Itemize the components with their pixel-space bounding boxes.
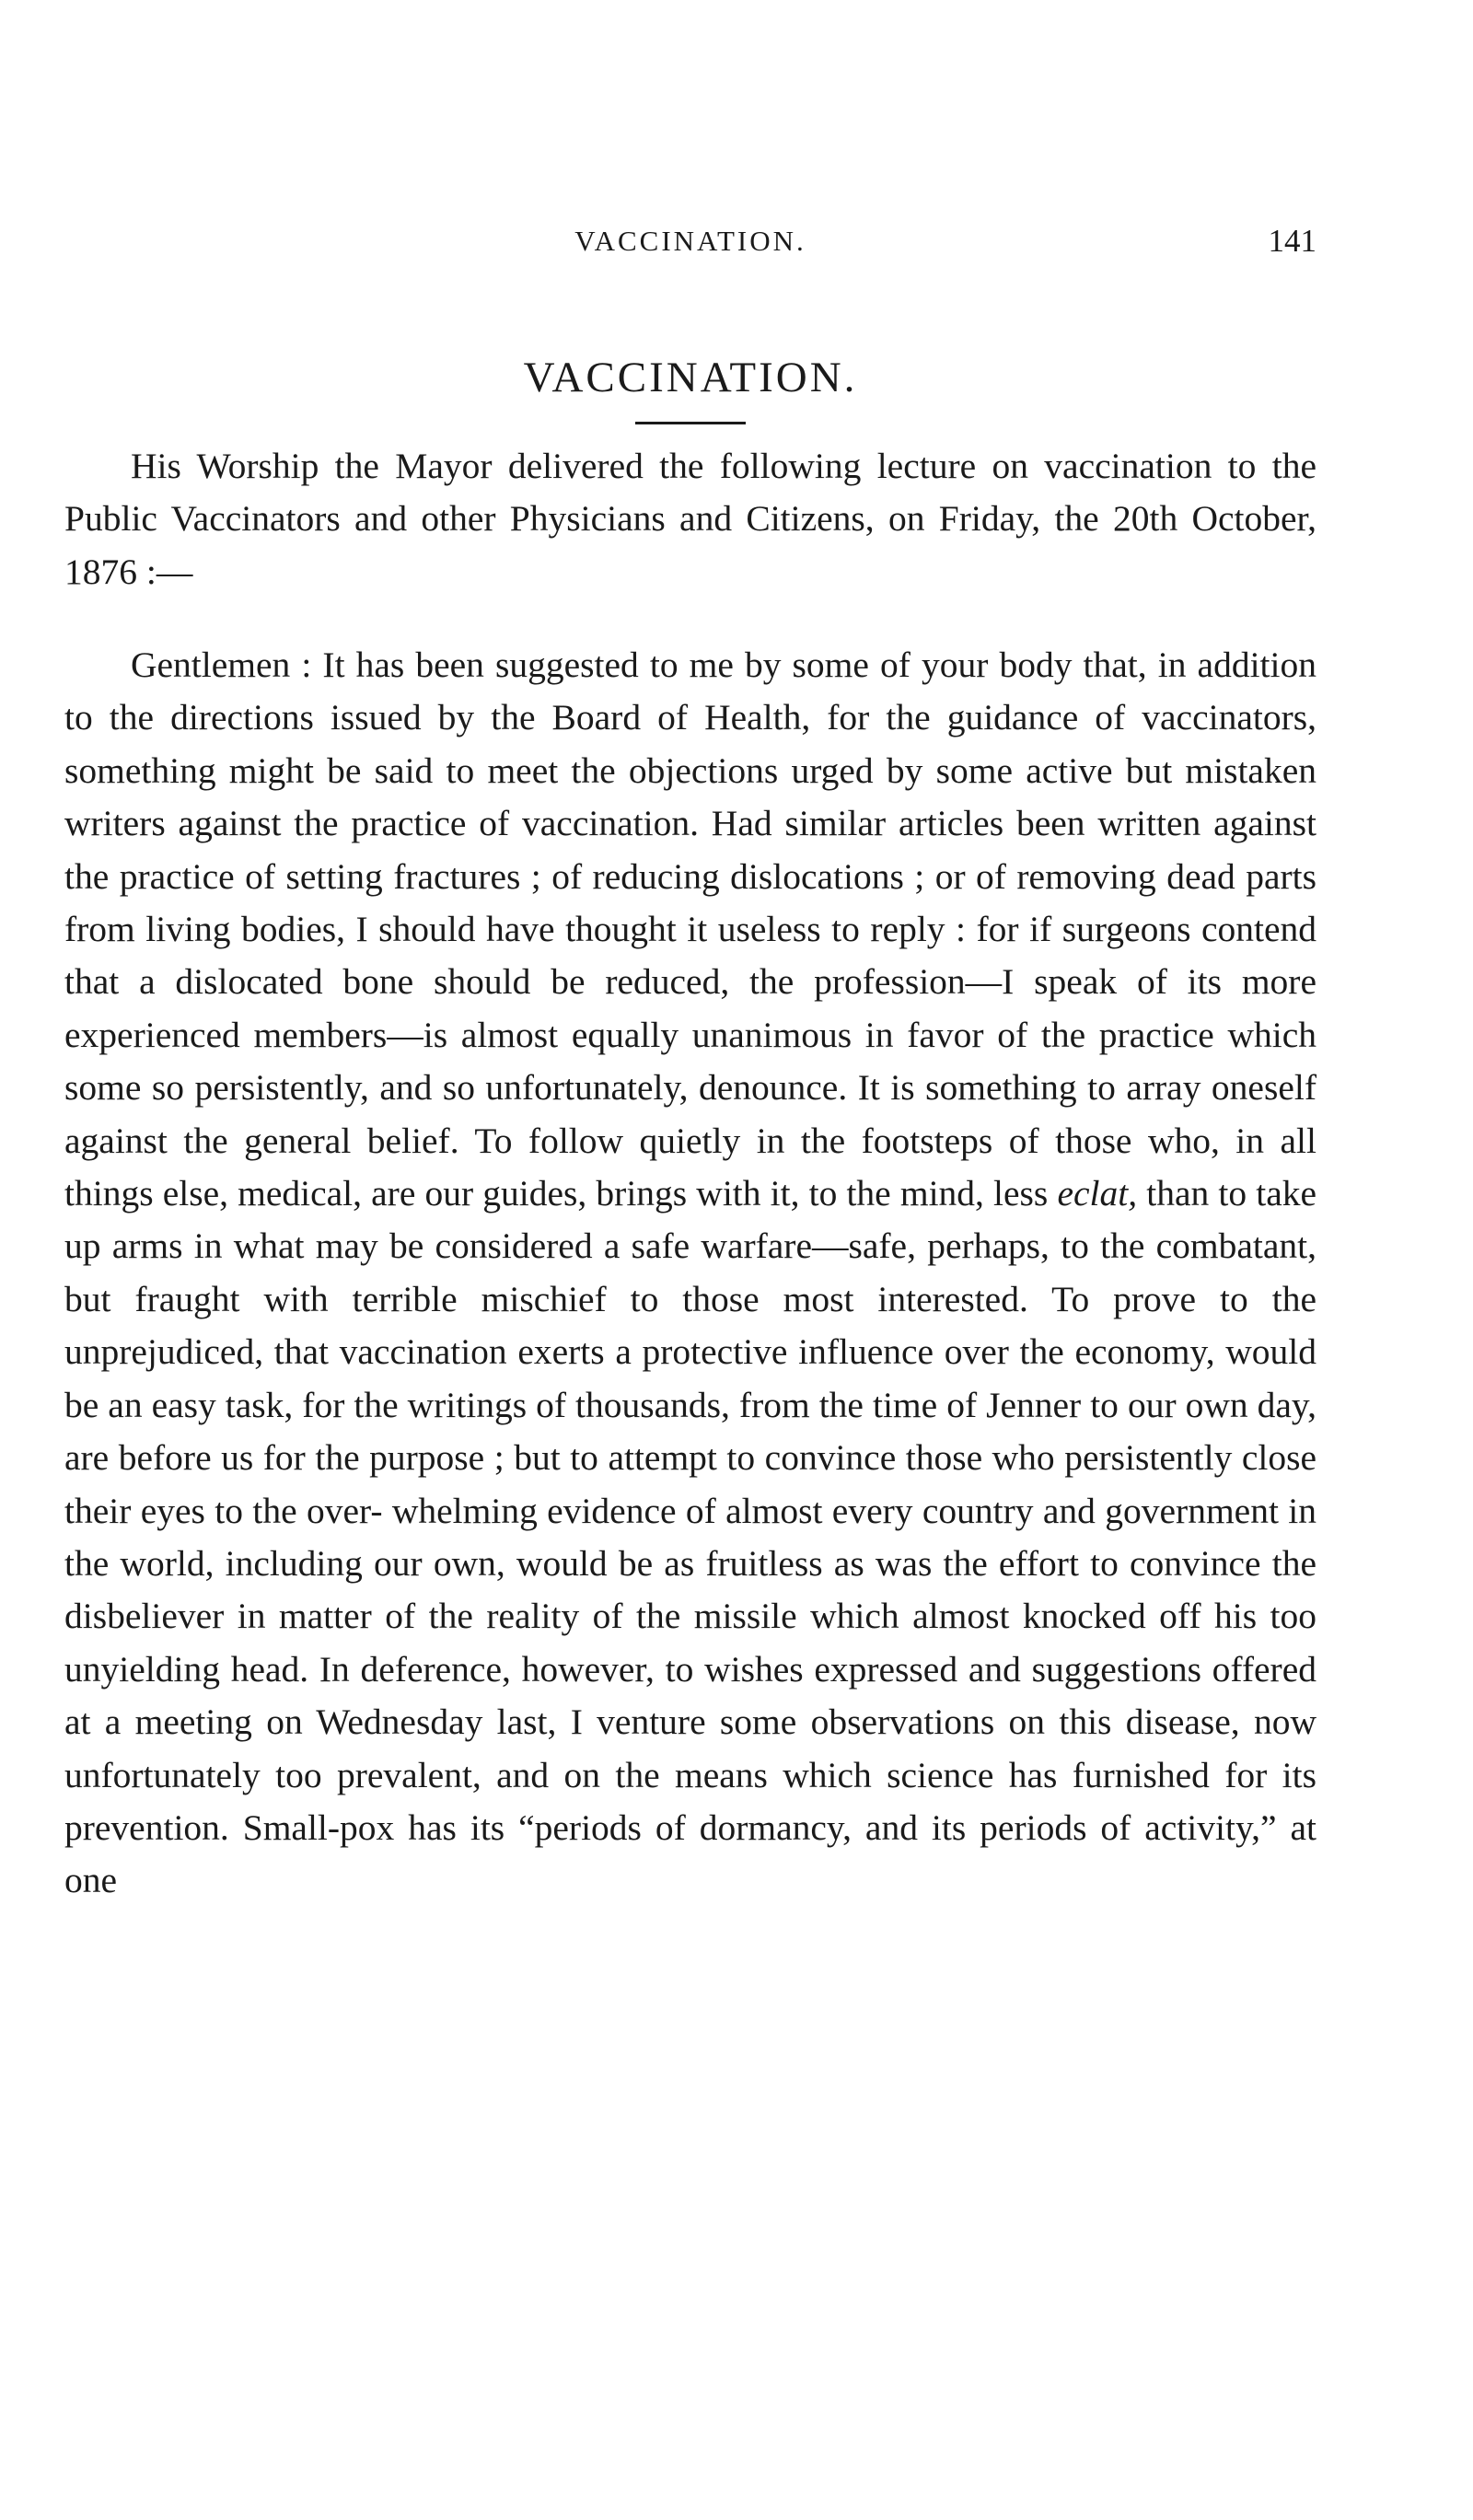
lecture-paragraph — [64, 639, 1316, 1908]
intro-paragraph: His Worship the Mayor delivered the following lecture on vaccination to the Public Vaccinators and other Physicians and Citizens, on Friday, the 20th October, 1876 :— — [64, 446, 1316, 592]
title-rule — [635, 422, 746, 424]
running-title: VACCINATION. — [574, 225, 806, 257]
lecture-text-part-2: than to take up arms in what may be considered a safe warfare—safe, perhaps, to the combatant, but fraught with terrible mischief to those most interested. To prove to the unprejudiced, that vaccination exerts a protective influence over the economy, would be an easy task, for the writings of thousands, from the time of Jenner to our own day, are before us for the purpose ; but to attempt to convince those who persistently close their eyes to the over- whelming evidence of almost every country and government in the world, including our own, would be as fruitless as was the effort to convince the disbeliever in matter of the reality of the missile which almost knocked off his too unyielding head. In deference, however, to wishes expressed and suggestions offered at a meeting on Wednesday last, I venture some observations on this disease, now unfortunately too prevalent, and on the means which science has furnished for its prevention. Small-pox has its “periods of dormancy, and its periods of activity,” at one — [64, 1173, 1317, 1901]
running-head — [64, 223, 1316, 260]
lecture-text-part-1: Gentlemen : It has been suggested to me by some of your body that, in addition to the directions issued by the Board of Health, for the guidance of vaccinators, something might be said to meet the objections urged by some active but mistaken writers against the practice of vaccination. Had similar articles been written against the practice of setting fractures ; of reducing dislocations ; or of removing dead parts from living bodies, I should have thought it useless to reply : for if surgeons contend that a dislocated bone should be reduced, the profession—I speak of its more experienced members—is almost equally unanimous in favor of the practice which some so persistently, and so unfortunately, denounce. It is something to array oneself against the general belief. To follow quietly in the footsteps of those who, in all things else, medical, are our guides, brings with it, to the mind, less — [64, 645, 1316, 1214]
page-number: 141 — [1268, 223, 1316, 259]
intro-paragraph-block — [64, 440, 1316, 598]
book-page — [64, 0, 1316, 2520]
italic-word: eclat, — [1057, 1173, 1138, 1214]
article-title: VACCINATION. — [523, 354, 858, 401]
lecture-paragraph-block — [64, 639, 1316, 1908]
